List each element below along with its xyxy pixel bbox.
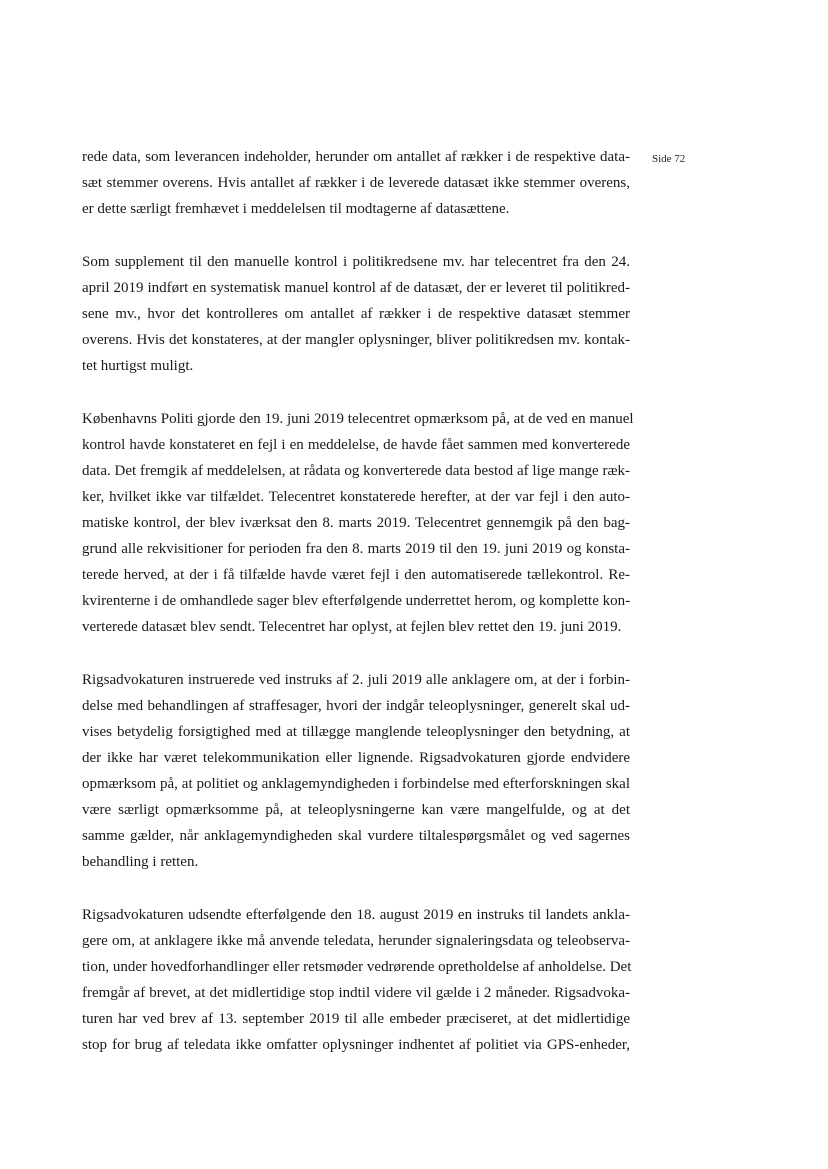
paragraph-5 [82,902,630,1058]
text-line: samme gælder, når anklagemyndigheden skal vurdere tiltalespørgsmålet og ved sagernes [82,828,630,844]
text-line: er dette særligt fremhævet i meddelelsen til modtagerne af datasættene. [82,201,510,217]
text-line: sene mv., hvor det kontrolleres om antallet af rækker i de respektive datasæt stemmer [82,306,630,322]
text-line: terede herved, at der i få tilfælde havde været fejl i den automatiserede tællekontrol. Re- [82,567,630,583]
text-line: tion, under hovedforhandlinger eller retsmøder vedrørende opretholdelse af anholdelse. Det [82,959,632,975]
text-line: data. Det fremgik af meddelelsen, at rådata og konverterede data bestod af lige mange ræk- [82,463,630,479]
text-line: Rigsadvokaturen udsendte efterfølgende den 18. august 2019 en instruks til landets ankla- [82,907,630,923]
text-line: stop for brug af teledata ikke omfatter oplysninger indhentet af politiet via GPS-enheder, [82,1037,630,1053]
text-line: der ikke har været telekommunikation eller lignende. Rigsadvokaturen gjorde endvidere [82,750,630,766]
text-line: Som supplement til den manuelle kontrol i politikredsene mv. har telecentret fra den 24. [82,254,630,270]
text-line: sæt stemmer overens. Hvis antallet af rækker i de leverede datasæt ikke stemmer overens, [82,175,630,191]
text-line: verterede datasæt blev sendt. Telecentret har oplyst, at fejlen blev rettet den 19. juni 2019. [82,619,622,635]
text-line: behandling i retten. [82,854,199,870]
text-line: delse med behandlingen af straffesager, hvori der indgår teleoplysninger, generelt skal ud- [82,698,630,714]
text-line: kvirenterne i de omhandlede sager blev efterfølgende underrettet herom, og komplette kon- [82,593,631,609]
body-text [82,144,634,1085]
text-line: overens. Hvis det konstateres, at der mangler oplysninger, bliver politikredsen mv. kontak- [82,332,630,348]
text-line: opmærksom på, at politiet og anklagemyndigheden i forbindelse med efterforskningen skal [82,776,630,792]
paragraph-4 [82,667,630,875]
text-line: rede data, som leverancen indeholder, herunder om antallet af rækker i de respektive data- [82,149,630,165]
text-line: gere om, at anklagere ikke må anvende teledata, herunder signaleringsdata og teleobserva- [82,933,630,949]
text-line: Københavns Politi gjorde den 19. juni 2019 telecentret opmærksom på, at de ved en manuel [82,411,634,427]
text-line: matiske kontrol, der blev iværksat den 8. marts 2019. Telecentret gennemgik på den bag- [82,515,630,531]
text-line: ker, hvilket ikke var tilfældet. Telecentret konstaterede herefter, at der var fejl i den auto- [82,489,630,505]
paragraph-2 [82,249,630,379]
page-number: Side 72 [652,153,686,165]
text-line: kontrol havde konstateret en fejl i en meddelelse, de havde fået sammen med konverterede [82,437,630,453]
text-line: grund alle rekvisitioner for perioden fra den 8. marts 2019 til den 19. juni 2019 og konsta- [82,541,630,557]
text-line: tet hurtigst muligt. [82,358,194,374]
text-line: fremgår af brevet, at det midlertidige stop indtil videre vil gælde i 2 måneder. Rigsadvoka- [82,985,630,1001]
paragraph-3 [82,406,634,640]
text-line: turen har ved brev af 13. september 2019 til alle embeder præciseret, at det midlertidige [82,1011,630,1027]
paragraph-1 [82,144,630,222]
text-line: april 2019 indført en systematisk manuel kontrol af de datasæt, der er leveret til politikred- [82,280,630,296]
text-line: vises betydelig forsigtighed med at tillægge manglende teleoplysninger den betydning, at [82,724,630,740]
text-line: Rigsadvokaturen instruerede ved instruks af 2. juli 2019 alle anklagere om, at der i forbin- [82,672,630,688]
text-line: være særligt opmærksomme på, at teleoplysningerne kan være mangelfulde, og at det [82,802,630,818]
